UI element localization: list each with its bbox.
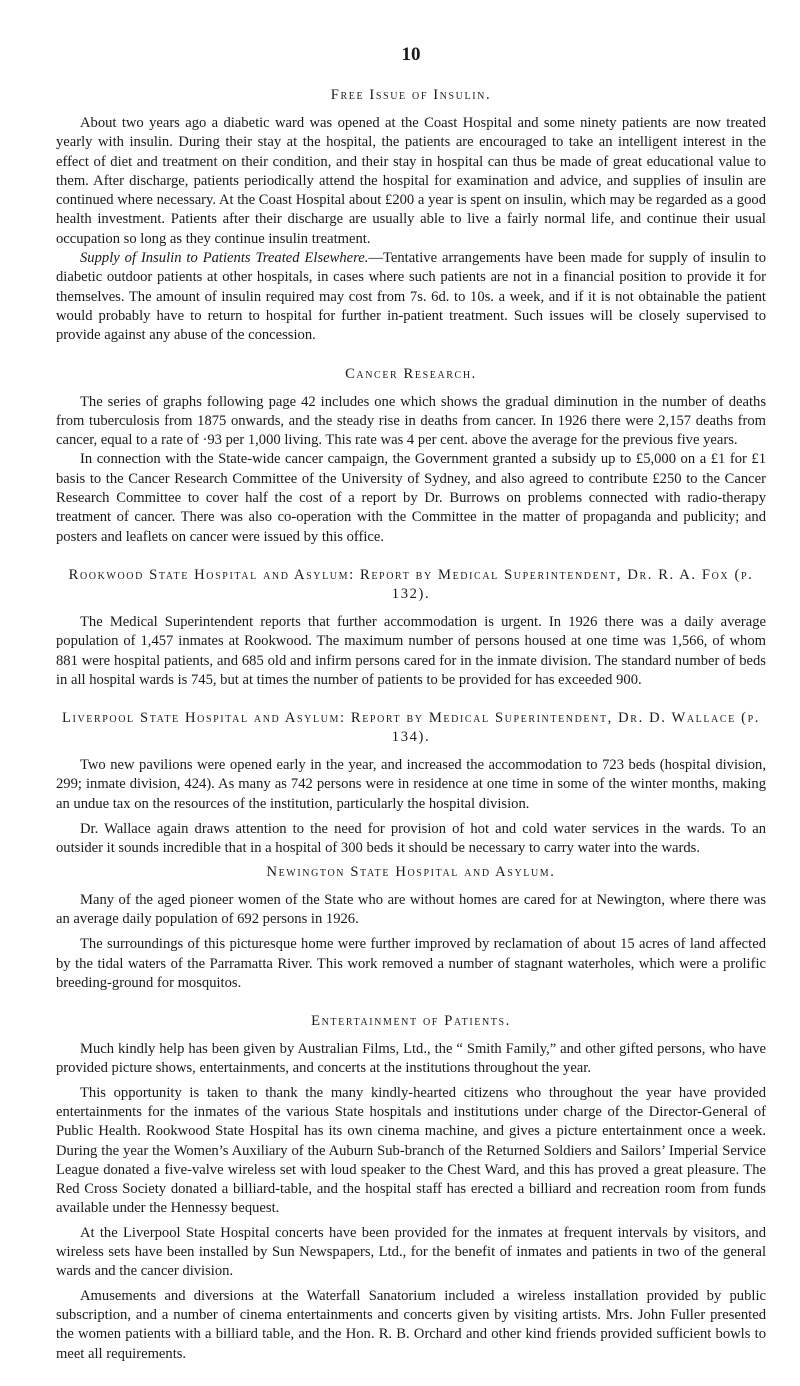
section-newington (56, 863, 766, 993)
paragraph: Two new pavilions were opened early in the year, and increased the accommodation to 723 beds (hospital division, 299; inmate division, 424). As many as 742 persons were in residence at one time in some of the winter months, making an undue tax on the resources of the institution, particularly the hospital division. (56, 757, 766, 812)
paragraph: This opportunity is taken to thank the many kindly-hearted citizens who throughout the year have provided entertainments for the inmates of the various State hospitals and institutions under charge of the Director-General of Public Health. Rookwood State Hospital has its own cinema machine, and gives a picture entertainment once a week. During the year the Women’s Auxiliary of the Auburn Sub-branch of the Returned Soldiers and Sailors’ Imperial Service League donated a five-valve wireless set with loud speaker to the Chest Ward, and this has proved a great pleasure. The Red Cross Society donated a billiard-table, and the hospital staff has erected a billiard and recreation room from funds available under the Hennessy bequest. (56, 1084, 766, 1217)
section-heading: Newington State Hospital and Asylum. (266, 863, 556, 880)
paragraph: At the Liverpool State Hospital concerts have been provided for the inmates at frequent intervals by visitors, and wireless sets have been installed by Sun Newspapers, Ltd., for the benefit of inmates and patients in two of the general wards and the cancer division. (56, 1224, 766, 1280)
section-heading: Liverpool State Hospital and Asylum: Report by Medical Superintendent, Dr. D. Wallace (p. 134). (62, 710, 760, 746)
paragraph: Much kindly help has been given by Australian Films, Ltd., the “ Smith Family,” and other gifted persons, who have provided picture shows, entertainments, and concerts at the institutions throughout the year. (56, 1041, 766, 1077)
page-number: 10 (401, 44, 421, 65)
paragraph-body: —Tentative arrangements have been made for supply of insulin to diabetic outdoor patients at other hospitals, in cases where such patients are not in a financial position to provide it for themselves. The amount of insulin required may cost from 7s. 6d. to 10s. a week, and if it is not obtainable the patient would probably have to return to hospital for further in-patient treatment. Such issues will be closely supervised to provide against any abuse of the concession. (56, 250, 766, 344)
paragraph: The Medical Superintendent reports that further accommodation is urgent. In 1926 there was a daily average population of 1,457 inmates at Rookwood. The maximum number of persons housed at one time was 1,566, of whom 881 were hospital patients, and 685 old and infirm persons cared for in the inmate division. The standard number of beds in all hospital wards is 745, but at times the number of patients to be provided for has exceeded 900. (56, 613, 766, 688)
paragraph: The series of graphs following page 42 includes one which shows the gradual diminution in the number of deaths from tuberculosis from 1875 onwards, and the steady rise in deaths from cancer. In 1926 there were 2,157 deaths from cancer, equal to a rate of ·93 per 1,000 living. This rate was 4 per cent. above the average for the previous five years. (56, 393, 766, 449)
section-free-issue-of-insulin (56, 86, 766, 346)
section-entertainment-of-patients (56, 1012, 766, 1364)
paragraph: Amusements and diversions at the Waterfall Sanatorium included a wireless installation provided by public subscription, and a number of cinema entertainments and concerts given by visiting artists. Mrs. John Fuller presented the women patients with a billiard table, and the Hon. R. B. Orchard and other kind friends provided sufficient bowls to meet all requirements. (56, 1287, 766, 1362)
paragraph-lead: Supply of Insulin to Patients Treated Elsewhere. (80, 250, 369, 267)
section-heading: Rookwood State Hospital and Asylum: Report by Medical Superintendent, Dr. R. A. Fox (p. 132). (68, 566, 754, 602)
section-heading: Free Issue of Insulin. (330, 87, 492, 103)
section-liverpool (56, 709, 766, 858)
section-cancer-research (56, 365, 766, 547)
paragraph: About two years ago a diabetic ward was opened at the Coast Hospital and some ninety patients are now treated yearly with insulin. During their stay at the hospital, the patients are encouraged to take an intelligent interest in the effect of diet and treatment on their condition, and their stay in hospital can thus be made of great educational value to them. After discharge, patients periodically attend the hospital for examination and advice, and supplies of insulin are continued where necessary. At the Coast Hospital about £200 a year is spent on insulin, which may be regarded as a good health investment. Patients after their discharge are usually able to live a fairly normal life, and continue their usual occupation so long as they continue insulin treatment. (56, 115, 766, 247)
paragraph: Many of the aged pioneer women of the State who are without homes are cared for at Newington, where there was an average daily population of 692 persons in 1926. (56, 891, 766, 927)
section-heading: Entertainment of Patients. (311, 1013, 511, 1030)
paragraph (56, 249, 766, 345)
paragraph: In connection with the State-wide cancer campaign, the Government granted a subsidy up to £5,000 on a £1 for £1 basis to the Cancer Research Committee of the University of Sydney, and also agreed to contribute £250 to the Cancer Research Committee to cover half the cost of a report by Dr. Burrows on problems connected with radio-therapy treatment of cancer. There was also co-operation with the Committee in the matter of propaganda and publicity; and posters and leaflets on cancer were issued by this office. (56, 451, 766, 545)
section-rookwood (56, 566, 766, 690)
section-heading: Cancer Research. (345, 365, 477, 382)
paragraph: The surroundings of this picturesque home were further improved by reclamation of about 15 acres of land affected by the tidal waters of the Parramatta River. This work removed a number of stagnant waterholes, which were a prolific breeding-ground for mosquitos. (56, 936, 766, 991)
paragraph: Dr. Wallace again draws attention to the need for provision of hot and cold water services in the wards. To an outsider it sounds incredible that in a hospital of 300 beds it should be necessary to carry water into the wards. (56, 821, 766, 857)
